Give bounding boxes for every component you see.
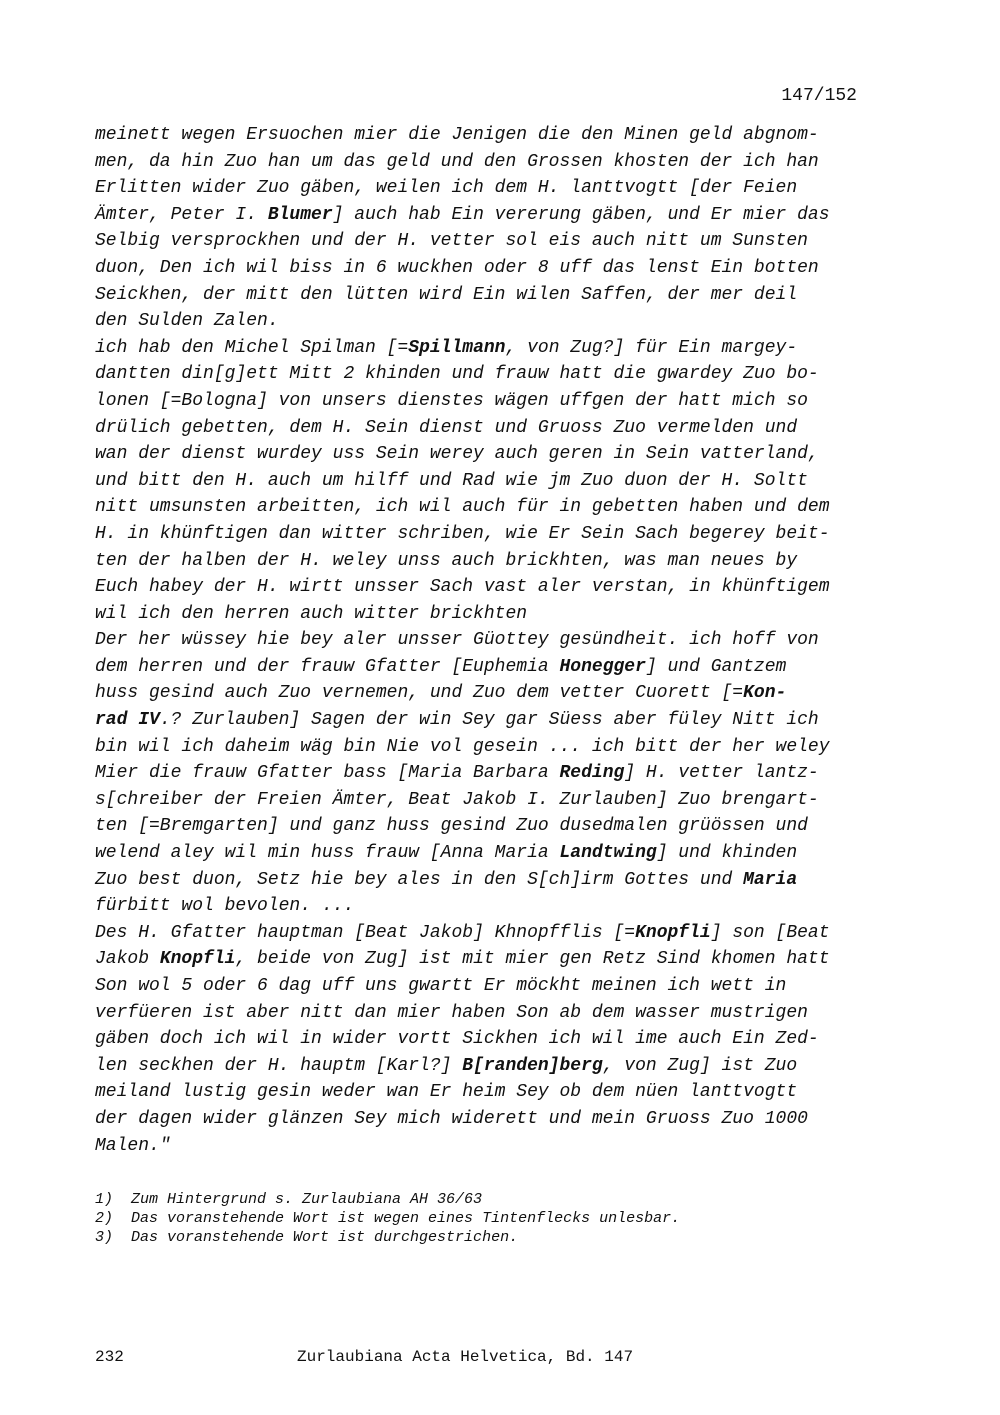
text-line <box>95 707 875 734</box>
text-line <box>95 893 875 920</box>
text-line <box>95 654 875 681</box>
bold-name: Knopfli <box>635 922 711 943</box>
text-line <box>95 787 875 814</box>
text-line <box>95 441 875 468</box>
footnote: 2) Das voranstehende Wort ist wegen eines Tintenflecks unlesbar. <box>95 1210 681 1227</box>
text-segment: meinett wegen Ersuochen mier die Jenigen die den Minen geld abgnom- <box>95 125 819 145</box>
bold-name: Knopfli <box>159 949 236 970</box>
text-segment: welend aley wil min huss frauw [Anna Maria <box>95 843 560 864</box>
bold-name: Kon- <box>743 683 787 704</box>
text-line <box>95 867 875 894</box>
text-segment: Euch habey der H. wirtt unsser Sach vast aler verstan, in khünftigem <box>95 577 830 598</box>
bold-name: Spillmann <box>408 337 506 358</box>
text-segment: Mier die frauw Gfatter bass [Maria Barbara <box>95 763 560 784</box>
text-segment: , von Zug] ist Zuo <box>602 1055 798 1076</box>
text-segment: Zuo best duon, Setz hie bey ales in den S[ch]irm Gottes und <box>95 869 744 890</box>
text-segment: gäben doch ich wil in wider vortt Sickhen ich wil ime auch Ein Zed- <box>95 1029 819 1050</box>
text-line <box>95 627 875 654</box>
text-line <box>95 122 875 149</box>
text-line <box>95 840 875 867</box>
text-segment: Son wol 5 oder 6 dag uff uns gwartt Er möckht meinen ich wett in <box>95 976 787 996</box>
footer-publication-title: Zurlaubiana Acta Helvetica, Bd. 147 <box>297 1348 634 1366</box>
text-segment: dem herren und der frauw Gfatter [Euphemia <box>95 656 560 677</box>
text-line <box>95 228 875 255</box>
text-segment: und bitt den H. auch um hilff und Rad wie jm Zuo duon der H. Soltt <box>95 470 808 491</box>
text-segment: duon, Den ich wil biss in 6 wuckhen oder 8 uff das lenst Ein botten <box>95 257 819 278</box>
text-line <box>95 388 875 415</box>
text-segment: wil ich den herren auch witter brickhten <box>95 603 528 624</box>
bold-name: rad IV <box>95 710 160 731</box>
text-segment: .? Zurlauben] Sagen der win Sey gar Süess aber füley Nitt ich <box>159 710 819 731</box>
text-line <box>95 574 875 601</box>
text-line <box>95 813 875 840</box>
text-segment: meiland lustig gesin weder wan Er heim Sey ob dem nüen lanttvogtt <box>95 1082 798 1103</box>
text-segment: Des H. Gfatter hauptman [Beat Jakob] Khnopfflis [= <box>95 922 636 943</box>
text-segment: s[chreiber der Freien Ämter, Beat Jakob I. Zurlauben] Zuo brengart- <box>95 789 819 810</box>
text-line <box>95 1133 875 1160</box>
footer-page-number: 232 <box>95 1348 124 1366</box>
text-line <box>95 468 875 495</box>
bold-name: Maria <box>743 869 798 890</box>
text-segment: bin wil ich daheim wäg bin Nie vol gesein ... ich bitt der her weley <box>95 736 830 757</box>
text-segment: len seckhen der H. hauptm [Karl?] <box>95 1055 463 1076</box>
text-segment: drülich gebetten, dem H. Sein dienst und Gruoss Zuo vermelden und <box>95 417 798 438</box>
bold-name: Honegger <box>559 656 646 677</box>
text-line <box>95 601 875 628</box>
text-segment: H. in khünftigen dan witter schriben, wie Er Sein Sach begerey beit- <box>95 523 830 544</box>
text-line <box>95 973 875 1000</box>
text-line <box>95 1026 875 1053</box>
text-line <box>95 361 875 388</box>
text-segment: ich hab den Michel Spilman [= <box>95 337 409 358</box>
text-segment: ] H. vetter lantz- <box>624 763 819 784</box>
bold-name: B[randen]berg <box>462 1055 603 1076</box>
text-line <box>95 494 875 521</box>
footnotes <box>95 1190 875 1247</box>
text-line <box>95 202 875 229</box>
text-segment: , beide von Zug] ist mit mier gen Retz Sind khomen hatt <box>235 949 830 970</box>
text-segment: ] son [Beat <box>710 922 830 943</box>
text-line <box>95 946 875 973</box>
bold-name: Landtwing <box>559 843 657 864</box>
text-segment: ] und Gantzem <box>645 656 787 677</box>
text-segment: ] und khinden <box>656 843 798 864</box>
text-segment: lonen [=Bologna] von unsers dienstes wägen uffgen der hatt mich so <box>95 390 808 411</box>
page-range: 147/152 <box>781 86 857 106</box>
text-line <box>95 335 875 362</box>
text-segment: huss gesind auch Zuo vernemen, und Zuo dem vetter Cuorett [= <box>95 683 744 704</box>
text-segment: fürbitt wol bevolen. ... <box>95 896 355 917</box>
text-segment: Seickhen, der mitt den lütten wird Ein wilen Saffen, der mer deil <box>95 284 798 305</box>
bold-name: Reding <box>559 763 625 784</box>
text-line <box>95 255 875 282</box>
text-line <box>95 548 875 575</box>
text-segment: ten [=Bremgarten] und ganz huss gesind Zuo dusedmalen grüössen und <box>95 816 808 837</box>
text-line <box>95 1079 875 1106</box>
text-line <box>95 1106 875 1133</box>
text-segment: men, da hin Zuo han um das geld und den Grossen khosten der ich han <box>95 151 819 172</box>
footnote: 3) Das voranstehende Wort ist durchgestrichen. <box>95 1229 519 1246</box>
text-segment: verfüeren ist aber nitt dan mier haben Son ab dem wasser mustrigen <box>95 1002 808 1023</box>
text-line <box>95 680 875 707</box>
text-line <box>95 282 875 309</box>
text-segment: , von Zug?] für Ein margey- <box>505 337 798 358</box>
text-line <box>95 308 875 335</box>
text-segment: Jakob <box>95 949 160 970</box>
bold-name: Blumer <box>267 204 333 225</box>
text-line <box>95 1000 875 1027</box>
text-segment: ten der halben der H. weley unss auch brickhten, was man neues by <box>95 550 798 571</box>
text-segment: Selbig versprockhen und der H. vetter sol eis auch nitt um Sunsten <box>95 231 808 252</box>
text-line <box>95 760 875 787</box>
text-segment: dantten din[g]ett Mitt 2 khinden und frauw hatt die gwardey Zuo bo- <box>95 364 819 385</box>
text-line <box>95 149 875 176</box>
text-segment: Erlitten wider Zuo gäben, weilen ich dem H. lanttvogtt [der Feien <box>95 178 798 199</box>
text-segment: ] auch hab Ein vererung gäben, und Er mier das <box>332 204 830 225</box>
text-line <box>95 521 875 548</box>
text-segment: der dagen wider glänzen Sey mich widerett und mein Gruoss Zuo 1000 <box>95 1108 808 1129</box>
text-line <box>95 734 875 761</box>
text-segment: Ämter, Peter I. <box>95 204 268 225</box>
text-line <box>95 1053 875 1080</box>
text-line <box>95 415 875 442</box>
text-line <box>95 920 875 947</box>
footnote: 1) Zum Hintergrund s. Zurlaubiana AH 36/63 <box>95 1191 483 1208</box>
text-segment: Der her wüssey hie bey aler unsser Güottey gesündheit. ich hoff von <box>95 630 819 651</box>
text-segment: nitt umsunsten arbeitten, ich wil auch für in gebetten haben und dem <box>95 497 830 518</box>
text-segment: wan der dienst wurdey uss Sein werey auch geren in Sein vatterland, <box>95 444 819 465</box>
text-segment: den Sulden Zalen. <box>95 311 279 332</box>
letter-transcription <box>95 122 875 1159</box>
text-segment: Malen." <box>95 1135 171 1156</box>
text-line <box>95 175 875 202</box>
